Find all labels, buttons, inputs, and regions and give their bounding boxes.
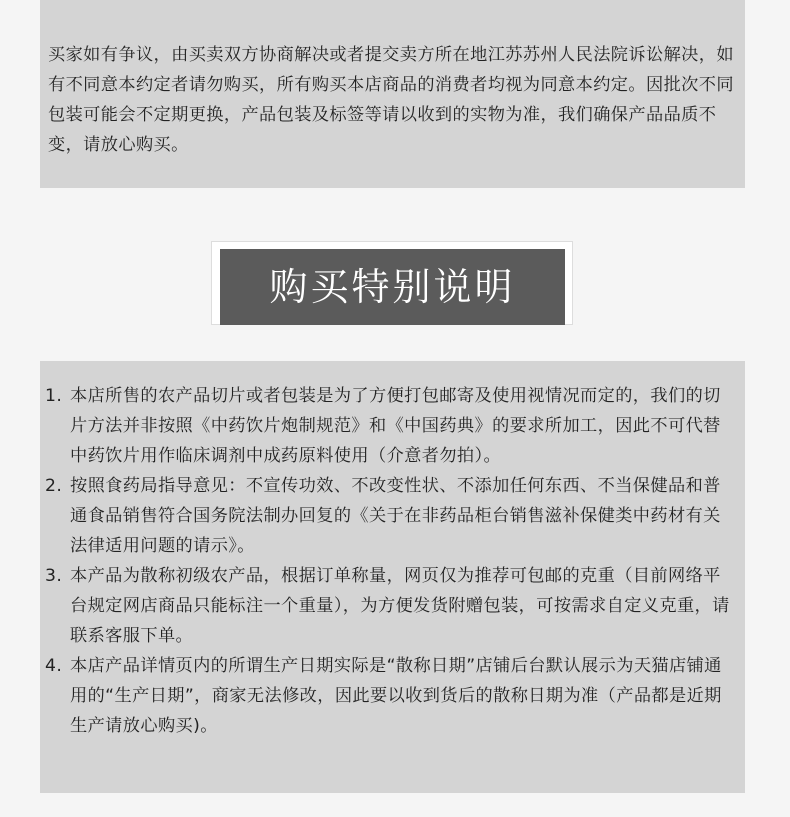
dispute-paragraph: 买家如有争议，由买卖双方协商解决或者提交卖方所在地江苏苏州人民法院诉讼解决，如有不同意本约定者请勿购买，所有购买本店商品的消费者均视为同意本约定。因批次不同包装可能会不定期更换，产品包装及标签等请以收到的实物为准，我们确保产品品质不变，请放心购买。: [48, 45, 734, 155]
note-number: 2.: [45, 476, 63, 496]
note-number: 4.: [45, 656, 63, 676]
note-item-3: [40, 561, 745, 651]
note-item-4: [40, 651, 745, 741]
note-text: 本产品为散称初级农产品，根据订单称量，网页仅为推荐可包邮的克重（目前网络平台规定网店商品只能标注一个重量），为方便发货附赠包装，可按需求自定义克重，请联系客服下单。: [70, 566, 730, 646]
purchase-notes-box: [40, 361, 745, 793]
note-number: 3.: [45, 566, 63, 586]
store-policy-box: [40, 0, 745, 188]
note-item-2: [40, 471, 745, 561]
note-number: 1.: [45, 386, 63, 406]
note-text: 本店所售的农产品切片或者包装是为了方便打包邮寄及使用视情况而定的，我们的切片方法并非按照《中药饮片炮制规范》和《中国药典》的要求所加工，因此不可代替中药饮片用作临床调剂中成药原料使用（介意者勿拍）。: [70, 386, 721, 466]
policy-partial-paragraph: [48, 0, 738, 2]
note-text: 按照食药局指导意见：不宣传功效、不改变性状、不添加任何东西、不当保健品和普通食品销售符合国务院法制办回复的《关于在非药品柜台销售滋补保健类中药材有关法律适用问题的请示》。: [70, 476, 721, 556]
note-text: 本店产品详情页内的所谓生产日期实际是“散称日期”店铺后台默认展示为天猫店铺通用的“生产日期”，商家无法修改，因此要以收到货后的散称日期为准（产品都是近期生产请放心购买)。: [70, 656, 722, 736]
note-item-1: [40, 381, 745, 471]
section-title: 购买特别说明: [220, 249, 565, 325]
purchase-notes-list: [40, 381, 745, 741]
